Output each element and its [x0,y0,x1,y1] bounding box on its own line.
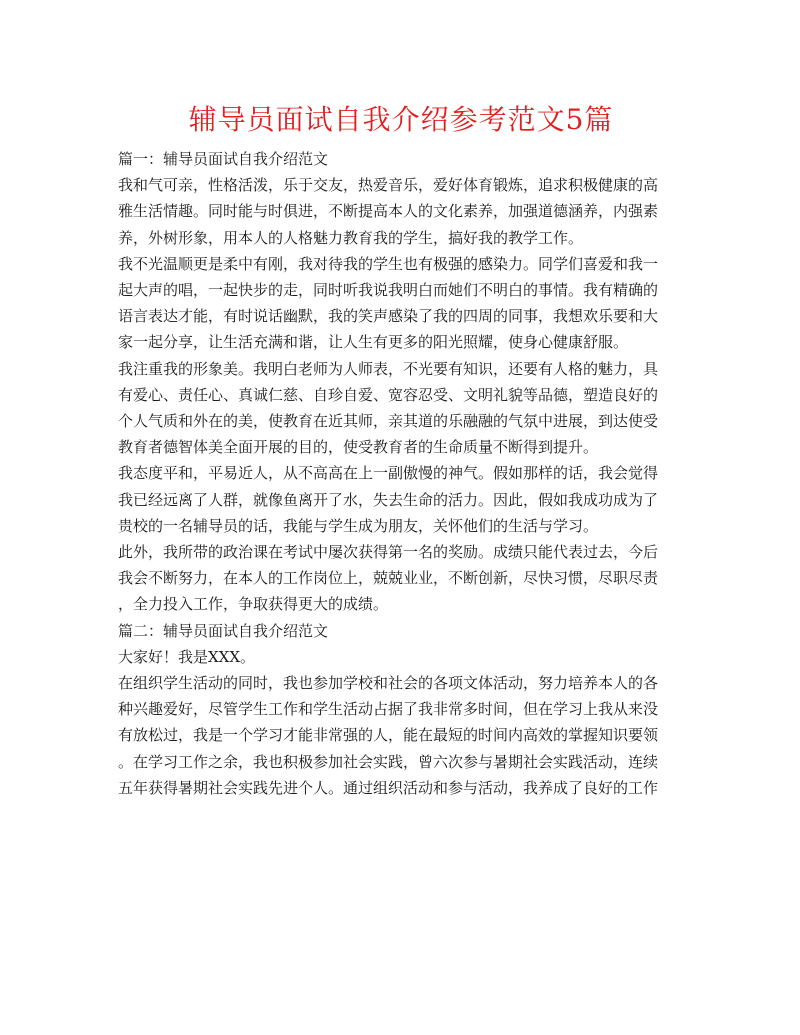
text-line: 贵校的一名辅导员的话，我能与学生成为朋友，关怀他们的生活与学习。 [118,516,599,535]
paragraph [118,644,684,670]
paragraph [118,460,684,539]
text-line: 我不光温顺更是柔中有刚，我对待我的学生也有极强的感染力。同学们喜爱和我一 [118,254,659,273]
text-line: 种兴趣爱好，尽管学生工作和学生活动占据了我非常多时间，但在学习上我从来没 [118,700,659,719]
text-line: 家一起分享，让生活充满和谐，让人生有更多的阳光照耀，使身心健康舒服。 [118,333,629,352]
document-title: 辅导员面试自我介绍参考范文5篇 [188,103,614,136]
paragraph [118,356,684,461]
text-line: 我和气可亲，性格活泼，乐于交友，热爱音乐，爱好体育锻炼，追求积极健康的高 [118,176,659,195]
text-line: 我注重我的形象美。我明白老师为人师表，不光要有知识，还要有人格的魅力，具 [118,359,659,378]
text-line: 起大声的唱，一起快步的走，同时听我说我明白而她们不明白的事情。我有精确的 [118,281,659,300]
text-line: 。在学习工作之余，我也积极参加社会实践，曾六次参与暑期社会实践活动，连续 [118,752,659,771]
paragraph [118,172,684,251]
text-line: 我已经远离了人群，就像鱼离开了水，失去生命的活力。因此，假如我成功成为了 [118,490,659,509]
section-1 [118,146,684,618]
paragraph [118,251,684,356]
text-line: 教育者德智体美全面开展的目的，使受教育者的生命质量不断得到提升。 [118,438,599,457]
text-line: 五年获得暑期社会实践先进个人。通过组织活动和参与活动，我养成了良好的工作 [118,778,659,797]
text-line: 有爱心、责任心、真诚仁慈、自珍自爱、宽容忍受、文明礼貌等品德，塑造良好的 [118,385,659,404]
section-2 [118,618,684,801]
text-line: 养，外树形象，用本人的人格魅力教育我的学生，搞好我的教学工作。 [118,228,584,247]
text-line: 大家好！我是XXX。 [118,647,256,666]
section-heading: 篇二：辅导员面试自我介绍范文 [118,621,329,640]
paragraph [118,539,684,618]
section-heading: 篇一：辅导员面试自我介绍范文 [118,150,329,168]
text-line: 个人气质和外在的美，使教育在近其师，亲其道的乐融融的气氛中进展，到达使受 [118,412,659,431]
text-line: 在组织学生活动的同时，我也参加学校和社会的各项文体活动，努力培养本人的各 [118,674,659,693]
text-line: 此外，我所带的政治课在考试中屡次获得第一名的奖励。成绩只能代表过去，今后 [118,543,659,562]
text-line: 有放松过，我是一个学习才能非常强的人，能在最短的时间内高效的掌握知识要领 [118,726,659,745]
document-page [118,100,684,801]
paragraph [118,670,684,801]
text-line: ，全力投入工作，争取获得更大的成绩。 [118,595,389,614]
text-line: 我会不断努力，在本人的工作岗位上，兢兢业业，不断创新，尽快习惯，尽职尽责 [118,569,659,588]
text-line: 我态度平和，平易近人，从不高高在上一副傲慢的神气。假如那样的话，我会觉得 [118,464,659,483]
text-line: 语言表达才能，有时说话幽默，我的笑声感染了我的四周的同事，我想欢乐要和大 [118,307,659,326]
text-line: 雅生活情趣。同时能与时俱进，不断提高本人的文化素养，加强道德涵养，内强素 [118,202,659,221]
